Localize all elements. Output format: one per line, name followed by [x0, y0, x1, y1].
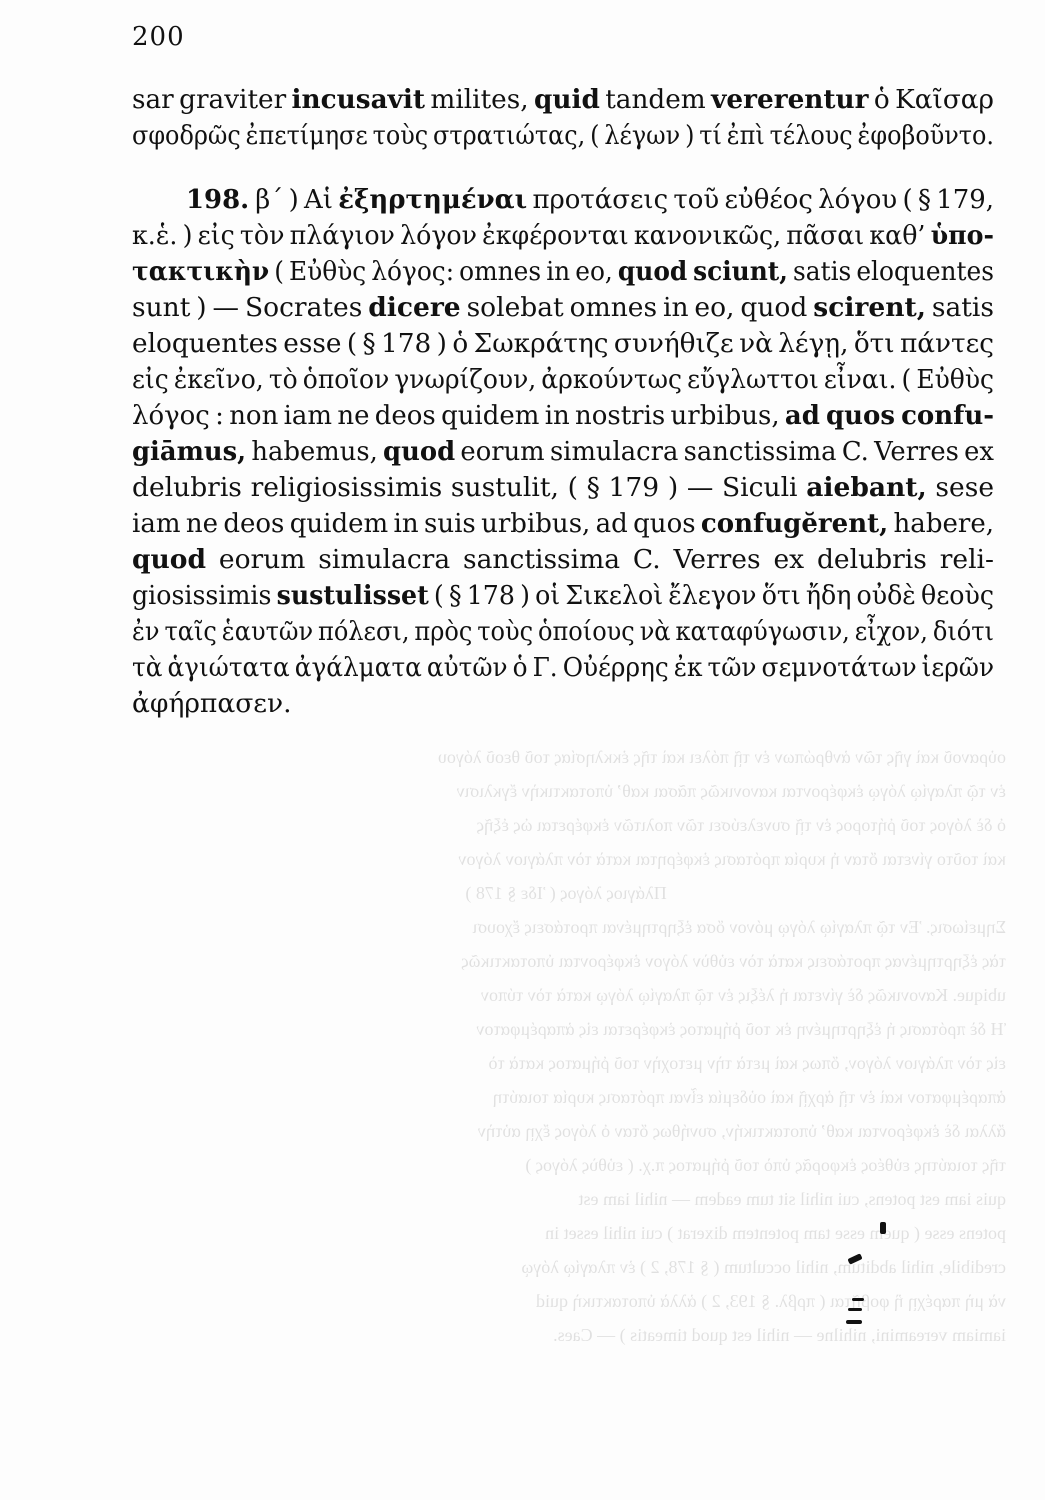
text-run: eorum simulacra sanctissima C. Verres ex [455, 436, 994, 467]
text-run: milites, [425, 84, 534, 115]
text-run: ἐν ταῖς ἑαυτῶν πόλεσι, πρὸς τοὺς ὁποίους νὰ καταφύγωσιν, εἶχον, διότι [132, 616, 994, 647]
bold-term: ἐξηρτημέναι [338, 184, 528, 215]
text-line [132, 614, 994, 650]
text-run: satis eloquentes [787, 256, 994, 287]
text-line [132, 82, 994, 118]
bold-term: incusavit [291, 84, 426, 115]
bold-term: giāmus, [132, 436, 247, 467]
bold-term: confugĕrent, [700, 508, 889, 539]
text-run: εἰς ἐκεῖνο, τὸ ὁποῖον γνωρίζουν, ἀρκούντως εὔγλωττοι εἶναι. ( Εὐθὺς [132, 364, 994, 395]
text-run: sese [926, 472, 994, 503]
text-run: satis [925, 292, 994, 323]
ink-speck [846, 1320, 862, 1324]
bold-term: scirent, [813, 292, 926, 323]
ink-speck [847, 1253, 862, 1264]
text-run: ἀφήρπασεν. [132, 688, 292, 719]
text-run: προτάσεις τοῦ εὐθέος λόγου ( § 179, [527, 184, 994, 215]
text-run: eloquentes esse ( § 178 ) ὁ Σωκράτης συνήθιζε νὰ λέγῃ, ὅτι πάντες [132, 328, 994, 359]
text-run: eorum simulacra sanctissima C. Verres ex delubris reli- [206, 544, 994, 575]
bold-term: quod [383, 436, 456, 467]
text-run: habemus, [246, 436, 384, 467]
text-line [132, 398, 994, 434]
bold-term: dicere [368, 292, 461, 323]
page-number: 200 [132, 22, 185, 52]
bold-term: aiebant, [806, 472, 927, 503]
text-line [132, 118, 994, 154]
bold-term: τακτικὴν [132, 256, 270, 287]
text-line [132, 470, 994, 506]
bold-term: sustulisset [276, 580, 429, 611]
text-line [132, 362, 994, 398]
text-run: sunt ) — Socrates [132, 292, 369, 323]
text-run: sar graviter [132, 84, 292, 115]
text-line [132, 686, 994, 722]
main-text-block [132, 82, 994, 722]
bold-term: ὑπο- [930, 220, 994, 251]
bold-term: vererentur [711, 84, 869, 115]
text-run: iam ne deos quidem in suis urbibus, ad quos [132, 508, 701, 539]
text-run: giosissimis [132, 580, 277, 611]
text-run: ( Εὐθὺς λόγος: omnes in eo, [269, 256, 618, 287]
text-line [132, 218, 994, 254]
bold-term: quod sciunt, [617, 256, 788, 287]
text-run: delubris religiosissimis sustulit, ( § 179 ) — Siculi [132, 472, 807, 503]
text-line [132, 506, 994, 542]
bold-term: ad quos confu- [784, 400, 994, 431]
text-line [132, 434, 994, 470]
bold-term: quod [132, 544, 207, 575]
bleed-through-texture: οὐρανοῦ καὶ γῆς τῶν ἀνθρώπων ἐν τῇ πόλει καὶ τῆς ἐκκλησίας τοῦ θεοῦ λόγου ἐν τῷ πλαγίῳ λόγῳ ἐκφέρονται κανονικῶς πᾶσαι καθ’ ὑποτακτικὴν ἔγκλισιν ὁ δὲ λόγος τοῦ ῥήτορος ἐν τῇ συνελεύσει τῶν πολιτῶν ἐκφέρεται ὡς ἑξῆς καὶ τοῦτο γίνεται ὅταν ἡ κυρία πρότασις ἐκφέρηται κατὰ τὸν πλάγιον λόγον Πλάγιος λόγος ( Ἰδε § 178 ) Σημείωσις. Ἐν τῷ πλαγίῳ λόγῳ μόνον ὅσα ἐξηρτημέναι προτάσεις ἔχουσι τὰς ἐξηρτημένας προτάσεις κατὰ τὸν εὐθὺν λόγον ἐκφέρονται ὑποτακτικῶς ubique. Κανονικῶς δὲ γίνεται ἡ λέξις ἐν τῷ πλαγίῳ λόγῳ κατὰ τὸν τύπον Ἡ δὲ πρότασις ἡ ἐξηρτημένη ἐκ τοῦ ῥήματος ἐκφέρεται εἰς ἀπαρέμφατον εἰς τὸν πλάγιον λόγον, ὅπως καὶ μετὰ τὴν μετοχὴν τοῦ ῥήματος κατὰ τὸ ἀπαρέμφατον καὶ ἐν τῇ ἀρχῇ καὶ οὐδεμία εἶναι πρότασις κυρία τοιαύτη ἄλλαι δὲ ἐκφέρονται καθ’ ὑποτακτικήν, συνήθως ὅταν ὁ λόγος ἔχῃ αὐτὴν τῆς τοιαύτης εὐθέος ἐκφορᾶς ὑπὸ τοῦ ῥήματος π.χ. ( εὐθὺς λόγος ) quis iam est potens, cui nihil sit tum eadem — nihil iam est potens esse ( quem esse tam potentem dixerat ) cui nihil esset in credibile, nihil abditum, nihil occultum ( § 178, 2 ) ἐν πλαγίῳ λόγῳ νὰ μὴ παρέχῃ ἢ φοβῆται ( πρβλ. § 193, 2 ) ἀλλὰ ὑποτακτικὴ quid iamiam vereamini, nihilne — nihil est quod timeatis ) — Caes. [437, 747, 1006, 1345]
bold-term: quid [533, 84, 600, 115]
text-run: λόγος : non iam ne deos quidem in nostris urbibus, [132, 400, 785, 431]
ink-speck [848, 1308, 862, 1311]
text-run: ὁ Καῖσαρ [868, 84, 994, 115]
text-line [132, 254, 994, 290]
text-line [132, 326, 994, 362]
ink-speck [852, 1298, 864, 1301]
text-run: habere, [888, 508, 994, 539]
text-run: β΄ ) Αἱ [255, 184, 339, 215]
text-run: ( § 178 ) οἱ Σικελοὶ ἔλεγον ὅτι ἤδη οὐδὲ θεοὺς [428, 580, 994, 611]
text-run: κ.ἑ. ) εἰς τὸν πλάγιον λόγον ἐκφέρονται κανονικῶς, πᾶσαι καθ’ [132, 220, 931, 251]
text-run: solebat omnes in eo, quod [460, 292, 814, 323]
text-run: σφοδρῶς ἐπετίμησε τοὺς στρατιώτας, ( λέγων ) τί ἐπὶ τέλους ἐφοβοῦντο. [132, 120, 994, 151]
ink-speck [880, 1222, 886, 1234]
text-line [132, 578, 994, 614]
text-line [132, 182, 994, 218]
text-run: tandem [599, 84, 712, 115]
text-line [132, 290, 994, 326]
bold-term: 198. [186, 184, 256, 215]
text-run: τὰ ἁγιώτατα ἀγάλματα αὐτῶν ὁ Γ. Οὐέρρης ἐκ τῶν σεμνοτάτων ἱερῶν [132, 652, 994, 683]
text-line [132, 650, 994, 686]
text-line [132, 542, 994, 578]
